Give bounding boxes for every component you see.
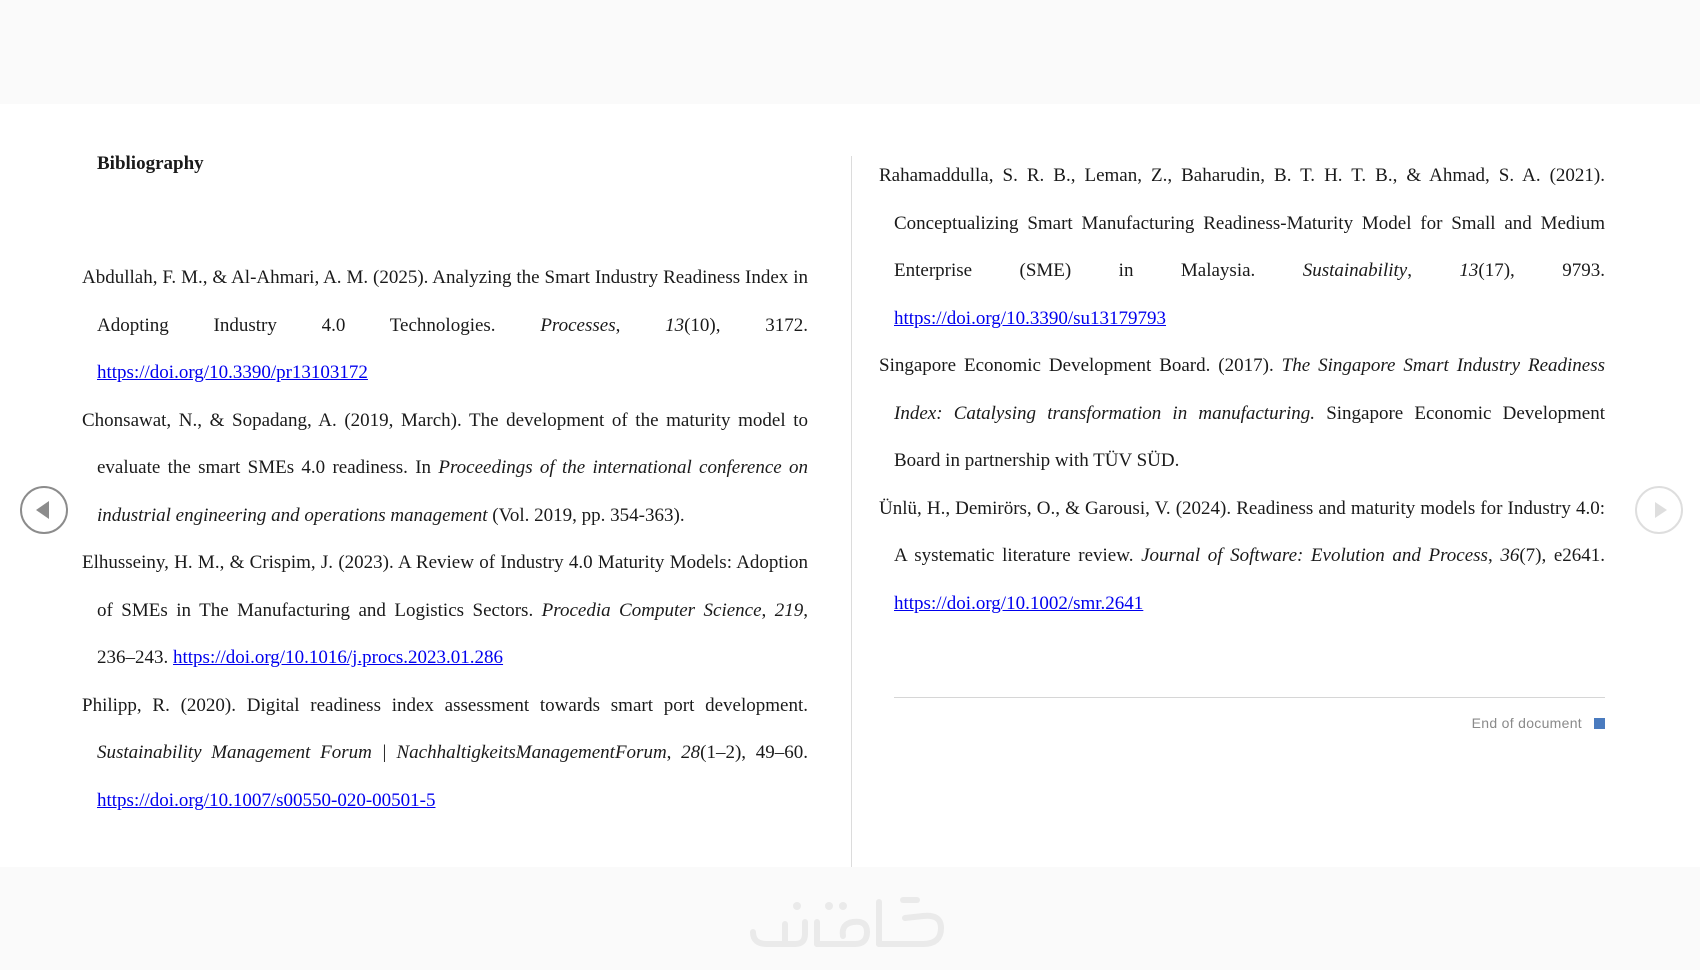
reference-text: , [666,742,682,763]
reference-italic-text: 36 [1500,545,1520,566]
end-of-document-marker [1472,715,1605,731]
reference-text: (17), 9793. [1478,260,1605,281]
reference-entry [879,342,1605,485]
reference-text: (Vol. 2019, pp. 354-363). [487,504,685,526]
reference-entry [879,485,1605,628]
reference-text: Elhusseiny, H. M., & Crispim, J. (2023). A Review of Industry 4.0 Maturity Models: Adoption of SMEs in The Manufacturing and Logistics Sectors. [82,552,808,621]
reference-text: Abdullah, F. M., & Al-Ahmari, A. M. (2025). Analyzing the Smart Industry Readiness Index in Adopting Industry 4.0 Technologies. [82,267,808,336]
references-column-left [82,254,808,824]
document-page [0,104,1700,867]
watermark-logo-icon [745,892,955,952]
reference-entry [82,682,808,825]
reference-italic-text: The Singapore Smart Industry Readiness Index: Catalysing transformation in manufacturing. [894,355,1605,424]
reference-entry [82,539,808,682]
doi-link[interactable]: https://doi.org/10.1002/smr.2641 [894,592,1144,614]
doi-link[interactable]: https://doi.org/10.3390/su13179793 [894,307,1167,329]
reference-text: , [1487,545,1501,566]
reference-italic-text: 28 [681,742,701,763]
reference-text: Singapore Economic Development Board. (2017). [879,355,1282,376]
doi-link[interactable]: https://doi.org/10.1016/j.procs.2023.01.286 [173,647,504,668]
doi-link[interactable]: https://doi.org/10.1007/s00550-020-00501-5 [97,789,436,811]
reference-italic-text: Procedia Computer Science [541,599,762,621]
doi-link[interactable]: https://doi.org/10.3390/pr13103172 [97,362,368,383]
chevron-left-icon [22,488,66,532]
reference-text: Ünlü, H., Demirörs, O., & Garousi, V. (2024). Readiness and maturity models for Industry 4.0: A systematic literature review. [879,497,1605,566]
reference-italic-text: Journal of Software: Evolution and Process [1141,545,1488,566]
reference-text: Chonsawat, N., & Sopadang, A. (2019, March). The development of the maturity model to evaluate the smart SMEs 4.0 readiness. In [82,409,808,478]
chevron-right-icon [1637,488,1681,532]
column-divider [851,156,852,867]
next-page-button[interactable] [1635,486,1683,534]
reference-entry [879,152,1605,342]
reference-italic-text: Sustainability Management Forum | NachhaltigkeitsManagementForum [97,742,667,763]
references-column-right [879,152,1605,627]
reference-italic-text: 219 [774,599,804,621]
bibliography-heading: Bibliography [97,153,204,174]
reference-text: Singapore Economic Development Board in partnership with TÜV SÜD. [894,402,1605,471]
reference-text: Rahamaddulla, S. R. B., Leman, Z., Baharudin, B. T. H. T. B., & Ahmad, S. A. (2021). Conceptualizing Smart Manufacturing Readiness-Maturity Model for Small and Medium Enterprise (SME) in Malaysia. [879,165,1605,281]
end-of-document-rule [894,697,1605,698]
reference-italic-text: 13 [665,314,685,336]
reference-text: , [1407,260,1460,281]
reference-text: , 236–243. [97,599,809,668]
reference-italic-text: Sustainability [1302,260,1408,281]
previous-page-button[interactable] [20,486,68,534]
reference-entry [82,254,808,397]
reference-entry [82,397,808,540]
end-of-document-label: End of document [1471,715,1582,731]
reference-text: Philipp, R. (2020). Digital readiness index assessment towards smart port development. [82,694,808,716]
reference-text: (7), e2641. [1519,545,1606,566]
reference-italic-text: Processes [540,314,616,336]
reference-text: (1–2), 49–60. [700,742,809,763]
reference-italic-text: 13 [1459,260,1479,281]
reference-text: (10), 3172. [684,314,809,336]
reference-italic-text: Proceedings of the international conference on industrial engineering and operations management [97,457,808,526]
end-square-icon [1594,718,1605,729]
reference-text: , [615,314,666,336]
reference-text: , [761,599,775,621]
